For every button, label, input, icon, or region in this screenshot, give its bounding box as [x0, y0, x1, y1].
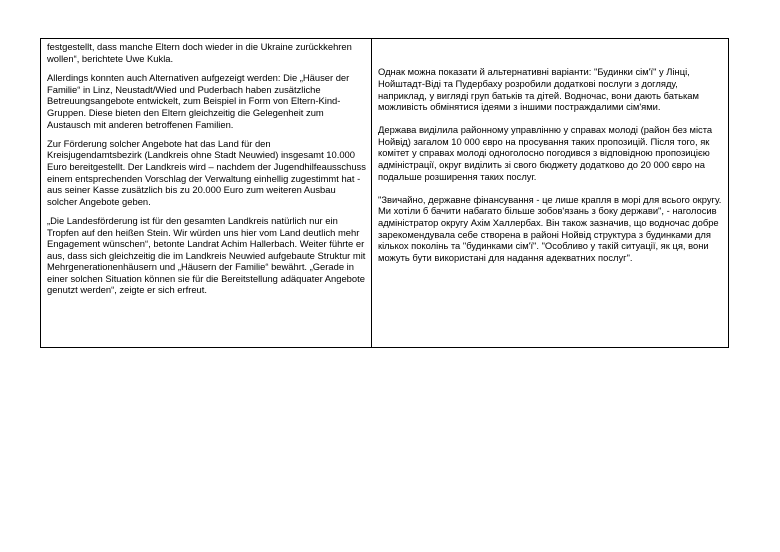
- ukrainian-paragraph-1: Однак можна показати й альтернативні варіанти: "Будинки сім'ї" у Лінці, Нойштадт-Віді та Пудербаху розробили додаткові послуги з догляду, наприклад, у вигляді груп батьків та дітей. Водночас, вони дають батькам можливість обмінятися ідеями з іншими постраждалими сім'ями.: [378, 66, 699, 113]
- german-paragraph-2: Allerdings konnten auch Alternativen aufgezeigt werden: Die „Häuser der Familie“ in Linz, Neustadt/Wied und Puderbach haben zusätzliche Betreuungsangebote entwickelt, zum Beispiel in Form von Eltern-Kind-Gruppen. Diese bieten den Eltern gleichzeitig die Gelegenheit zum Austausch mit anderen betroffenen Familien.: [47, 72, 350, 130]
- ukrainian-translation-column: [372, 39, 728, 347]
- ukrainian-paragraph-2: Держава виділила районному управлінню у справах молоді (район без міста Нойвід) загалом 10 000 євро на просування таких пропозицій. Після того, як комітет у справах молоді одноголосно погодився з відповідною пропозицією адміністрації, округ виділить зі свого бюджету додатково до 20 000 євро на подальше розширення таких послуг.: [378, 124, 713, 182]
- bilingual-translation-table: [40, 38, 729, 348]
- ukrainian-paragraph-3: "Звичайно, державне фінансування - це лише крапля в морі для всього округу. Ми хотіли б бачити набагато більше зобов'язань з боку держави", - наголосив адміністратор округу Ахім Халлербах. Він також зазначив, що водночас добре зарекомендувала себе створена в районі Нойвід структура з будинками для кількох поколінь та "будинками сім'ї". "Особливо у такій ситуації, як ця, вони можуть бути використані для надання адекватних послуг".: [378, 193, 722, 263]
- german-paragraph-3: Zur Förderung solcher Angebote hat das Land für den Kreisjugendamtsbezirk (Landkreis ohne Stadt Neuwied) insgesamt 10.000 Euro bereitgestellt. Der Landkreis wird – nachdem der Jugendhilfeausschuss einem entsprechenden Vorschlag der Verwaltung einhellig zugestimmt hat - aus seiner Kasse zusätzlich bis zu 20.000 Euro zum weiteren Ausbau solcher Angebote geben.: [47, 137, 366, 207]
- german-source-column: [41, 39, 372, 347]
- german-paragraph-4: „Die Landesförderung ist für den gesamten Landkreis natürlich nur ein Tropfen auf den heißen Stein. Wir würden uns hier vom Land deutlich mehr Engagement wünschen“, betonte Landrat Achim Hallerbach. Weiter führte er aus, dass sich gleichzeitig die im Landkreis Neuwied aufgebaute Struktur mit Mehrgenerationenhäusern und „Häusern der Familie“ bewährt. „Gerade in einer solchen Situation können sie für die Bereitstellung adäquater Angebote genutzt werden“, zeigte er sich erfreut.: [47, 214, 366, 296]
- german-paragraph-1: festgestellt, dass manche Eltern doch wieder in die Ukraine zurückkehren wollen“, berichtete Uwe Kukla.: [47, 41, 352, 64]
